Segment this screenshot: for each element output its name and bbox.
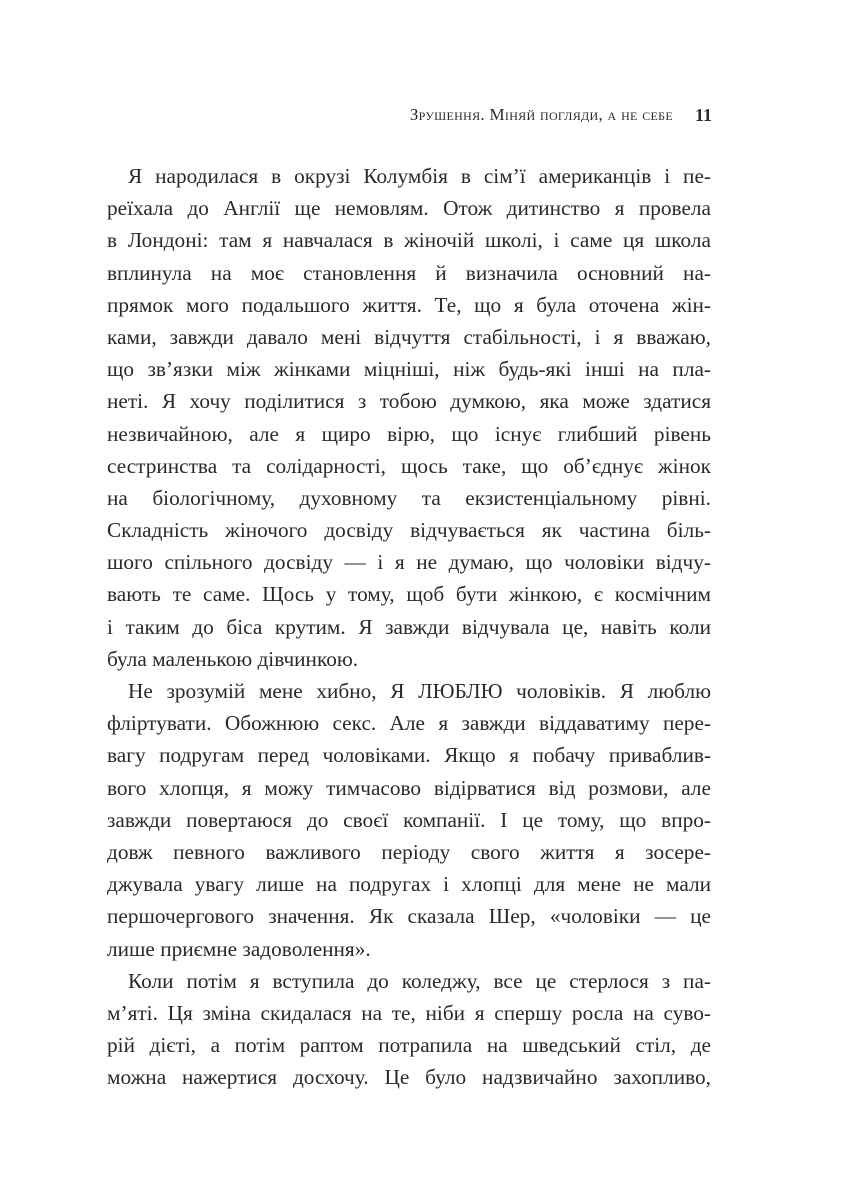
text-line: в Лондоні: там я навчалася в жіночій школі, і саме ця школа [107, 228, 711, 253]
text-line: завжди повертаюся до своєї компанії. І це тому, що впро- [107, 807, 711, 832]
page-number: 11 [694, 104, 712, 125]
text-line: була маленькою дівчинкою. [107, 646, 359, 671]
text-line: Складність жіночого досвіду відчувається як частина біль- [107, 518, 711, 543]
text-line: що зв’язки між жінками міцніші, ніж будь-які інші на пла- [107, 357, 711, 382]
text-line: довж певного важливого періоду свого життя я зосере- [107, 839, 711, 864]
text-line: і таким до біса крутим. Я завжди відчувала це, навіть коли [107, 614, 711, 639]
text-line: Не зрозумій мене хибно, Я ЛЮБЛЮ чоловіків. Я люблю [128, 679, 711, 703]
text-line: неті. Я хочу поділитися з тобою думкою, яка може здатися [107, 389, 711, 414]
text-line: Я народилася в окрузі Колумбія в сім’ї американців і пе- [128, 164, 711, 188]
text-line: м’яті. Ця зміна скидалася на те, ніби я спершу росла на суво- [107, 1000, 711, 1025]
text-line: вають те саме. Щось у тому, щоб бути жінкою, є космічним [107, 582, 711, 607]
text-line: Коли потім я вступила до коледжу, все це стерлося з па- [128, 968, 711, 993]
text-line: прямок мого подальшого життя. Те, що я була оточена жін- [107, 292, 711, 317]
text-line: вагу подругам перед чоловіками. Якщо я побачу приваблив- [107, 743, 711, 768]
text-line: можна нажертися досхочу. Це було надзвичайно захопливо, [107, 1065, 711, 1090]
text-line: лише приємне задоволення». [107, 936, 371, 961]
text-line: ками, завжди давало мені відчуття стабільності, і я вважаю, [107, 324, 711, 349]
text-line: на біологічному, духовному та екзистенціальному рівні. [107, 485, 711, 510]
text-line: вплинула на моє становлення й визначила основний на- [107, 260, 711, 285]
paragraph [107, 160, 711, 675]
text-line: рій дієті, а потім раптом потрапила на шведський стіл, де [107, 1033, 711, 1058]
running-header [360, 100, 712, 130]
text-line: джувала увагу лише на подругах і хлопці для мене не мали [107, 872, 711, 897]
text-line: шого спільного досвіду — і я не думаю, що чоловіки відчу- [107, 550, 711, 575]
text-line: першочергового значення. Як сказала Шер, «чоловіки — це [107, 904, 711, 929]
text-line: реїхала до Англії ще немовлям. Отож дитинство я провела [107, 196, 711, 221]
text-line: фліртувати. Обожнюю секс. Але я завжди віддаватиму пере- [107, 711, 711, 736]
running-header-title: Зрушення. Міняй погляди, а не себе [409, 105, 673, 124]
text-line: незвичайною, але я щиро вірю, що існує глибший рівень [107, 421, 711, 446]
page-body-text [107, 160, 711, 1093]
text-line: сестринства та солідарності, щось таке, що об’єднує жінок [107, 453, 711, 478]
paragraph [107, 675, 711, 965]
text-line: вого хлопця, я можу тимчасово відірватися від розмови, але [107, 775, 711, 800]
paragraph [107, 965, 711, 1094]
